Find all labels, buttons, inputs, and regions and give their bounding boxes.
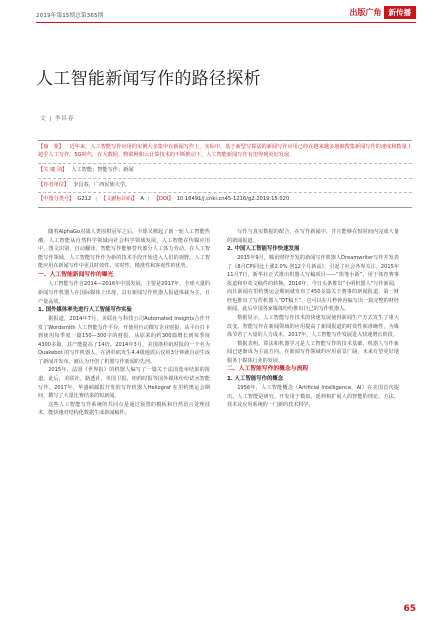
doi-label: 【DOI】 bbox=[153, 196, 174, 203]
paragraph: 数据显示，人工智能写作技术的快速发展使得新闻生产方式发生了重大改变。智能写作在新闻领域的应用提高了新闻报道的时效性和准确性，为媒体节省了大量的人力成本。2017年，人工智能写作发展进入快速增长阶段。 bbox=[227, 315, 399, 339]
paragraph: 1956年，人工智能概念（Artificial Intelligence，AI）在美国首次提出。人工智能是研究、开发用于模拟、延伸和扩展人的智能的理论、方法、技术及应用系统的一门新的技术科学。 bbox=[227, 385, 399, 409]
separator: | bbox=[95, 196, 97, 203]
keywords-row bbox=[38, 164, 412, 179]
abstract-block bbox=[38, 141, 412, 164]
separator: | bbox=[147, 196, 150, 203]
paragraph: 2015年，法国《世界报》的机器人编写了一篇关于法国选举结果的报道。此后，美联社、路透社、英国卫报、纽约时报等国外媒体纷纷试水智能写作。2017年，华盛顿邮报开发的写作机器人Heliograf 在里约奥运会期间，撰写了大量比赛结果的短新闻。 bbox=[38, 367, 210, 400]
header-divider bbox=[36, 22, 416, 23]
paragraph: 数据表明，算法和机器学习是人工智能写作的技术基础，机器人写作新闻已逐渐成为主流方向，在新闻写作领域的应用前景广阔，未来有望更好地服务于媒体行业的发展。 bbox=[227, 340, 399, 364]
keywords-label: 【关 键 词】 bbox=[38, 167, 68, 174]
paragraph: 据报道，2014年7月，美联社与科技公司Automated Insights合作开发了Wordsmith 人工智能写作平台，开使用自动撰写企业财报，从平台打卡到使用每季度一篇150—300字的财报，从原来的约300篇增长到每季度4300多篇，其产能提高了14倍。2014年3月，美国洛杉矶时报的一个名为Quakebot 的写作机器人，在洛杉矶发生4.4级地震后仅用3分钟就自动生成了新闻并发布，被认为开创了机器写作新闻的先河。 bbox=[38, 316, 210, 365]
doi-value: 10.16491/j.cnki.cn45-1216/g2.2019.15.020 bbox=[176, 196, 290, 203]
unit-text: 李昌春，广西民族大学。 bbox=[73, 181, 131, 188]
article-meta bbox=[38, 140, 412, 208]
subheading-1-1: 1. 国外媒体率先进行人工智能写作实验 bbox=[38, 307, 132, 314]
paragraph: 人工智能写作自2014—2016年中国发展，主要是2017年，全球大量的新闻写作机器人在国际媒体上出现，具有新闻写作机器人报道体裁为主，且产量高效。 bbox=[38, 281, 210, 305]
page-number: 65 bbox=[403, 604, 416, 614]
abstract-text: 近年来，人工智能写作应用的实例大多集中在新闻写作上，实际中，基于新型写算法的新闻写作应用已经在越来越多地被搜集新闻写作的速度和数量上超乎人工写作。5G时代，在大数据，物联网和云计算技术的不断推动下，人工智能新闻写作有望得到更好发展。 bbox=[38, 144, 412, 158]
classification-row bbox=[38, 193, 412, 208]
paragraph: 2015年9月，腾讯财经开发的新闻写作机器人Dreamwriter写作并发表了《8月CPI同比上涨2.0% 创12个月新高》，引起了社会各界关注。2015年11月7日，新华社正式推出机器人写稿项目——“快笔小新”，用于体育赛事报道和中英文稿件的转换。2016年，今日头条推出“小明机器人”写作新闻，而且新闻在里约奥运会期间就发布了450多篇关于赛事的新闻报道。第一财经也推出了写作机器人“DT稿王”，它可以在几秒钟内编写出一篇完整的财经新闻。此后中国各家媒体纷纷推出自己的写作机器人。 bbox=[227, 255, 399, 313]
abstract-label: 【摘 要】 bbox=[38, 144, 64, 150]
clc-cell bbox=[38, 196, 91, 204]
article-author: 文 | 李昌春 bbox=[40, 116, 75, 122]
subheading-2-1: 1. 人工智能写作的概念 bbox=[227, 376, 284, 383]
unit-label: 【作者单位】 bbox=[38, 181, 70, 188]
section-heading-1: 一、人工智能新闻写作的曝光 bbox=[38, 271, 114, 278]
unit-row bbox=[38, 179, 412, 194]
paragraph: 这些人工智能写作系统的共同点是通过预置的模板和自然语言处理技术，能快速对结构化数据生成新闻稿件。 bbox=[38, 401, 210, 417]
subheading-1-2: 2. 中国人工智能写作快速发展 bbox=[227, 246, 300, 253]
clc-value: G212 bbox=[77, 196, 92, 203]
section-heading-2: 二、人工智能写作的概念与流程 bbox=[227, 366, 309, 373]
right-column bbox=[227, 228, 399, 410]
intro-paragraph: 随着AlphaGo对战人类围棋冠军之后，全球又掀起了新一轮人工智能热潮。人工智能从自然科学领域向社会科学领域发展，人工智能在传媒应用中，图文识别，自动翻译、智能写作能够替代部分人工体力劳动。在人工智能写作领域，人工智能写作作为新的技术手段开始进入人们的视野。人工智能应用在新闻写作中更具时效性、实时性、精准性和客观性的优势。 bbox=[38, 229, 210, 270]
left-column bbox=[38, 228, 210, 418]
doc-label: 【文献标识码】 bbox=[101, 196, 138, 203]
article-title: 人工智能新闻写作的路径探析 bbox=[36, 69, 261, 89]
doc-cell bbox=[101, 196, 144, 204]
journal-brand bbox=[350, 6, 417, 18]
clc-label: 【中图分类号】 bbox=[38, 196, 75, 203]
publication-name: 出版广角 bbox=[349, 6, 382, 17]
keywords-text: 人工智能；智能写作；新闻 bbox=[71, 167, 134, 174]
paragraph: 写作与真实数据的配合，在写作新闻中，并且能够在短时间内完成大量的新闻报道。 bbox=[227, 229, 399, 244]
doc-value: A bbox=[140, 196, 144, 203]
column-badge: 新传播 bbox=[384, 6, 417, 19]
issue-info: 2019年第15期总第365期 bbox=[36, 13, 104, 19]
doi-cell bbox=[154, 196, 290, 204]
